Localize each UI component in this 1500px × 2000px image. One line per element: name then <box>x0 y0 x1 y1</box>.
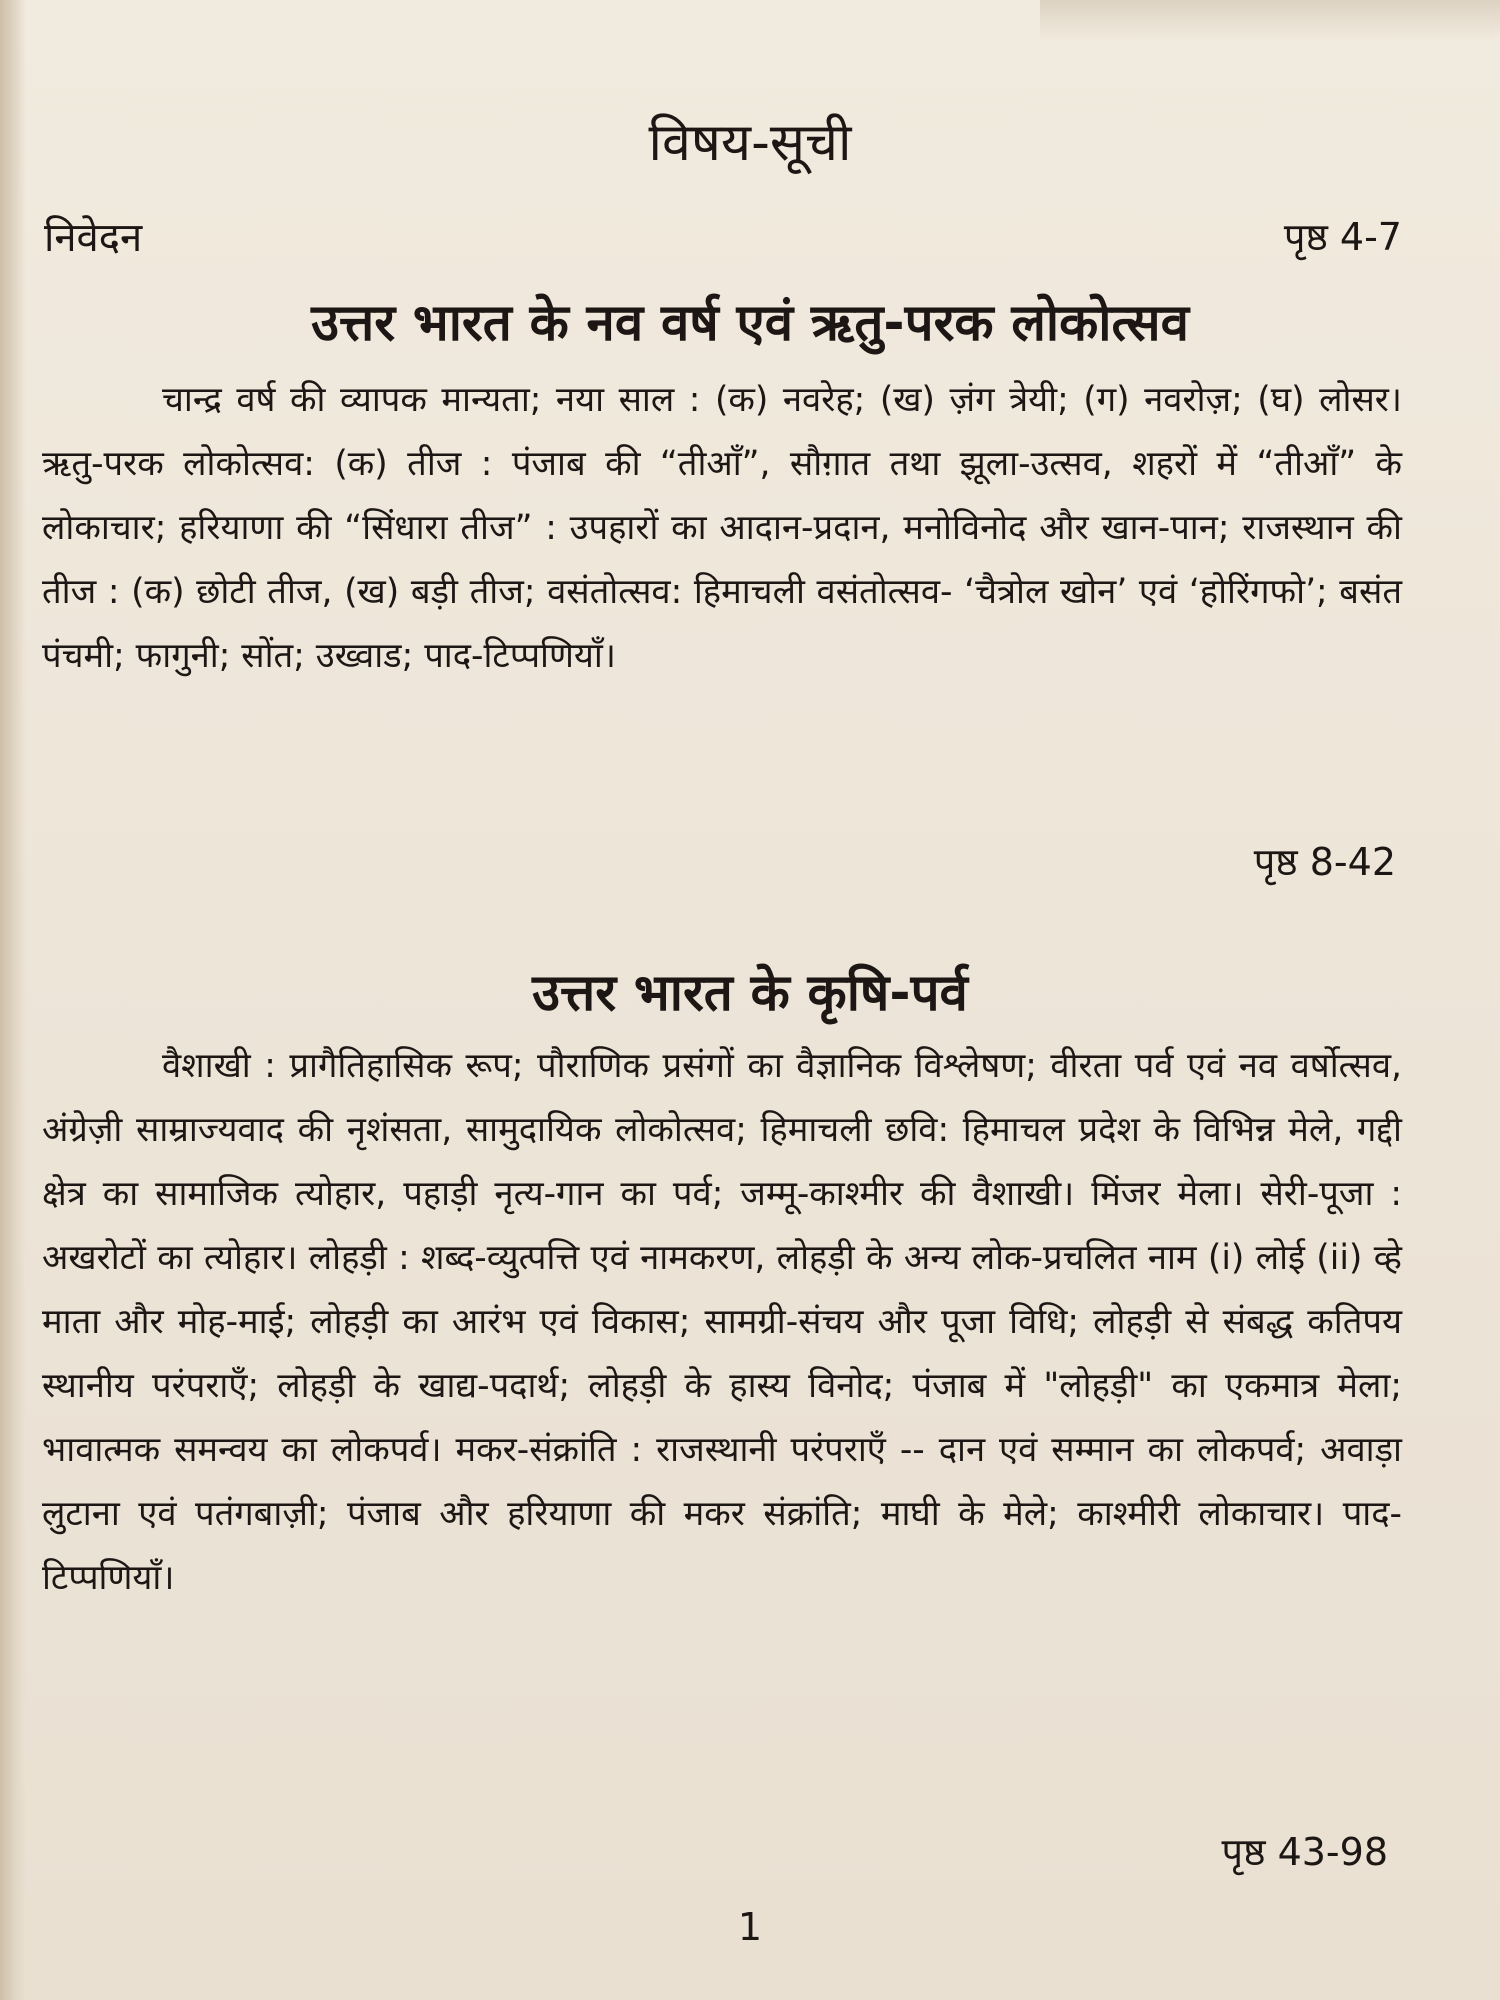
page-spine-shadow <box>0 0 26 2000</box>
torn-corner <box>1040 0 1500 40</box>
section-1-heading: उत्तर भारत के नव वर्ष एवं ऋतु-परक लोकोत्सव <box>311 294 1189 353</box>
section-1-page-ref: पृष्ठ 8-42 <box>1253 840 1396 884</box>
section-1-paragraph: चान्द्र वर्ष की व्यापक मान्यता; नया साल : (क) नवरेह; (ख) ज़ंग त्रेयी; (ग) नवरोज़; (घ) लोसर। ऋतु-परक लोकोत्सव: (क) तीज : पंजाब की “तीआँ”, सौग़ात तथा झूला-उत्सव, शहरों में “तीआँ” के लोकाचार; हरियाणा की “सिंधारा तीज” : उपहारों का आदान-प्रदान, मनोविनोद और खान-पान; राजस्थान की तीज : (क) छोटी तीज, (ख) बड़ी तीज; वसंतोत्सव: हिमाचली वसंतोत्सव- ‘चैत्रोल खोन’ एवं ‘होरिंगफो’; बसंत पंचमी; फागुनी; सोंत; उख्वाड; पाद-टिप्पणियाँ। <box>42 380 1402 676</box>
nivedan-page-ref: पृष्ठ 4-7 <box>1283 215 1402 259</box>
page-title: विषय-सूची <box>648 113 852 173</box>
section-2-heading: उत्तर भारत के कृषि-पर्व <box>532 964 968 1023</box>
nivedan-label: निवेदन <box>44 215 143 261</box>
section-1-text <box>42 368 1402 688</box>
section-2-text <box>42 1034 1402 1610</box>
section-2-page-ref: पृष्ठ 43-98 <box>1221 1830 1388 1874</box>
section-2-paragraph: वैशाखी : प्रागैतिहासिक रूप; पौराणिक प्रसंगों का वैज्ञानिक विश्लेषण; वीरता पर्व एवं नव वर्षोत्सव, अंग्रेज़ी साम्राज्यवाद की नृशंसता, सामुदायिक लोकोत्सव; हिमाचली छवि: हिमाचल प्रदेश के विभिन्न मेले, गद्दी क्षेत्र का सामाजिक त्योहार, पहाड़ी नृत्य-गान का पर्व; जम्मू-काश्मीर की वैशाखी। मिंजर मेला। सेरी-पूजा : अखरोटों का त्योहार। लोहड़ी : शब्द-व्युत्पत्ति एवं नामकरण, लोहड़ी के अन्य लोक-प्रचलित नाम (i) लोई (ii) व्हे माता और मोह-माई; लोहड़ी का आरंभ एवं विकास; सामग्री-संचय और पूजा विधि; लोहड़ी से संबद्ध कतिपय स्थानीय परंपराएँ; लोहड़ी के खाद्य-पदार्थ; लोहड़ी के हास्य विनोद; पंजाब में "लोहड़ी" का एकमात्र मेला; भावात्मक समन्वय का लोकपर्व। मकर-संक्रांति : राजस्थानी परंपराएँ -- दान एवं सम्मान का लोकपर्व; अवाड़ा लुटाना एवं पतंगबाज़ी; पंजाब और हरियाणा की मकर संक्रांति; माघी के मेले; काश्मीरी लोकाचार। पाद-टिप्पणियाँ। <box>42 1046 1402 1598</box>
page-number: 1 <box>737 1905 763 1949</box>
